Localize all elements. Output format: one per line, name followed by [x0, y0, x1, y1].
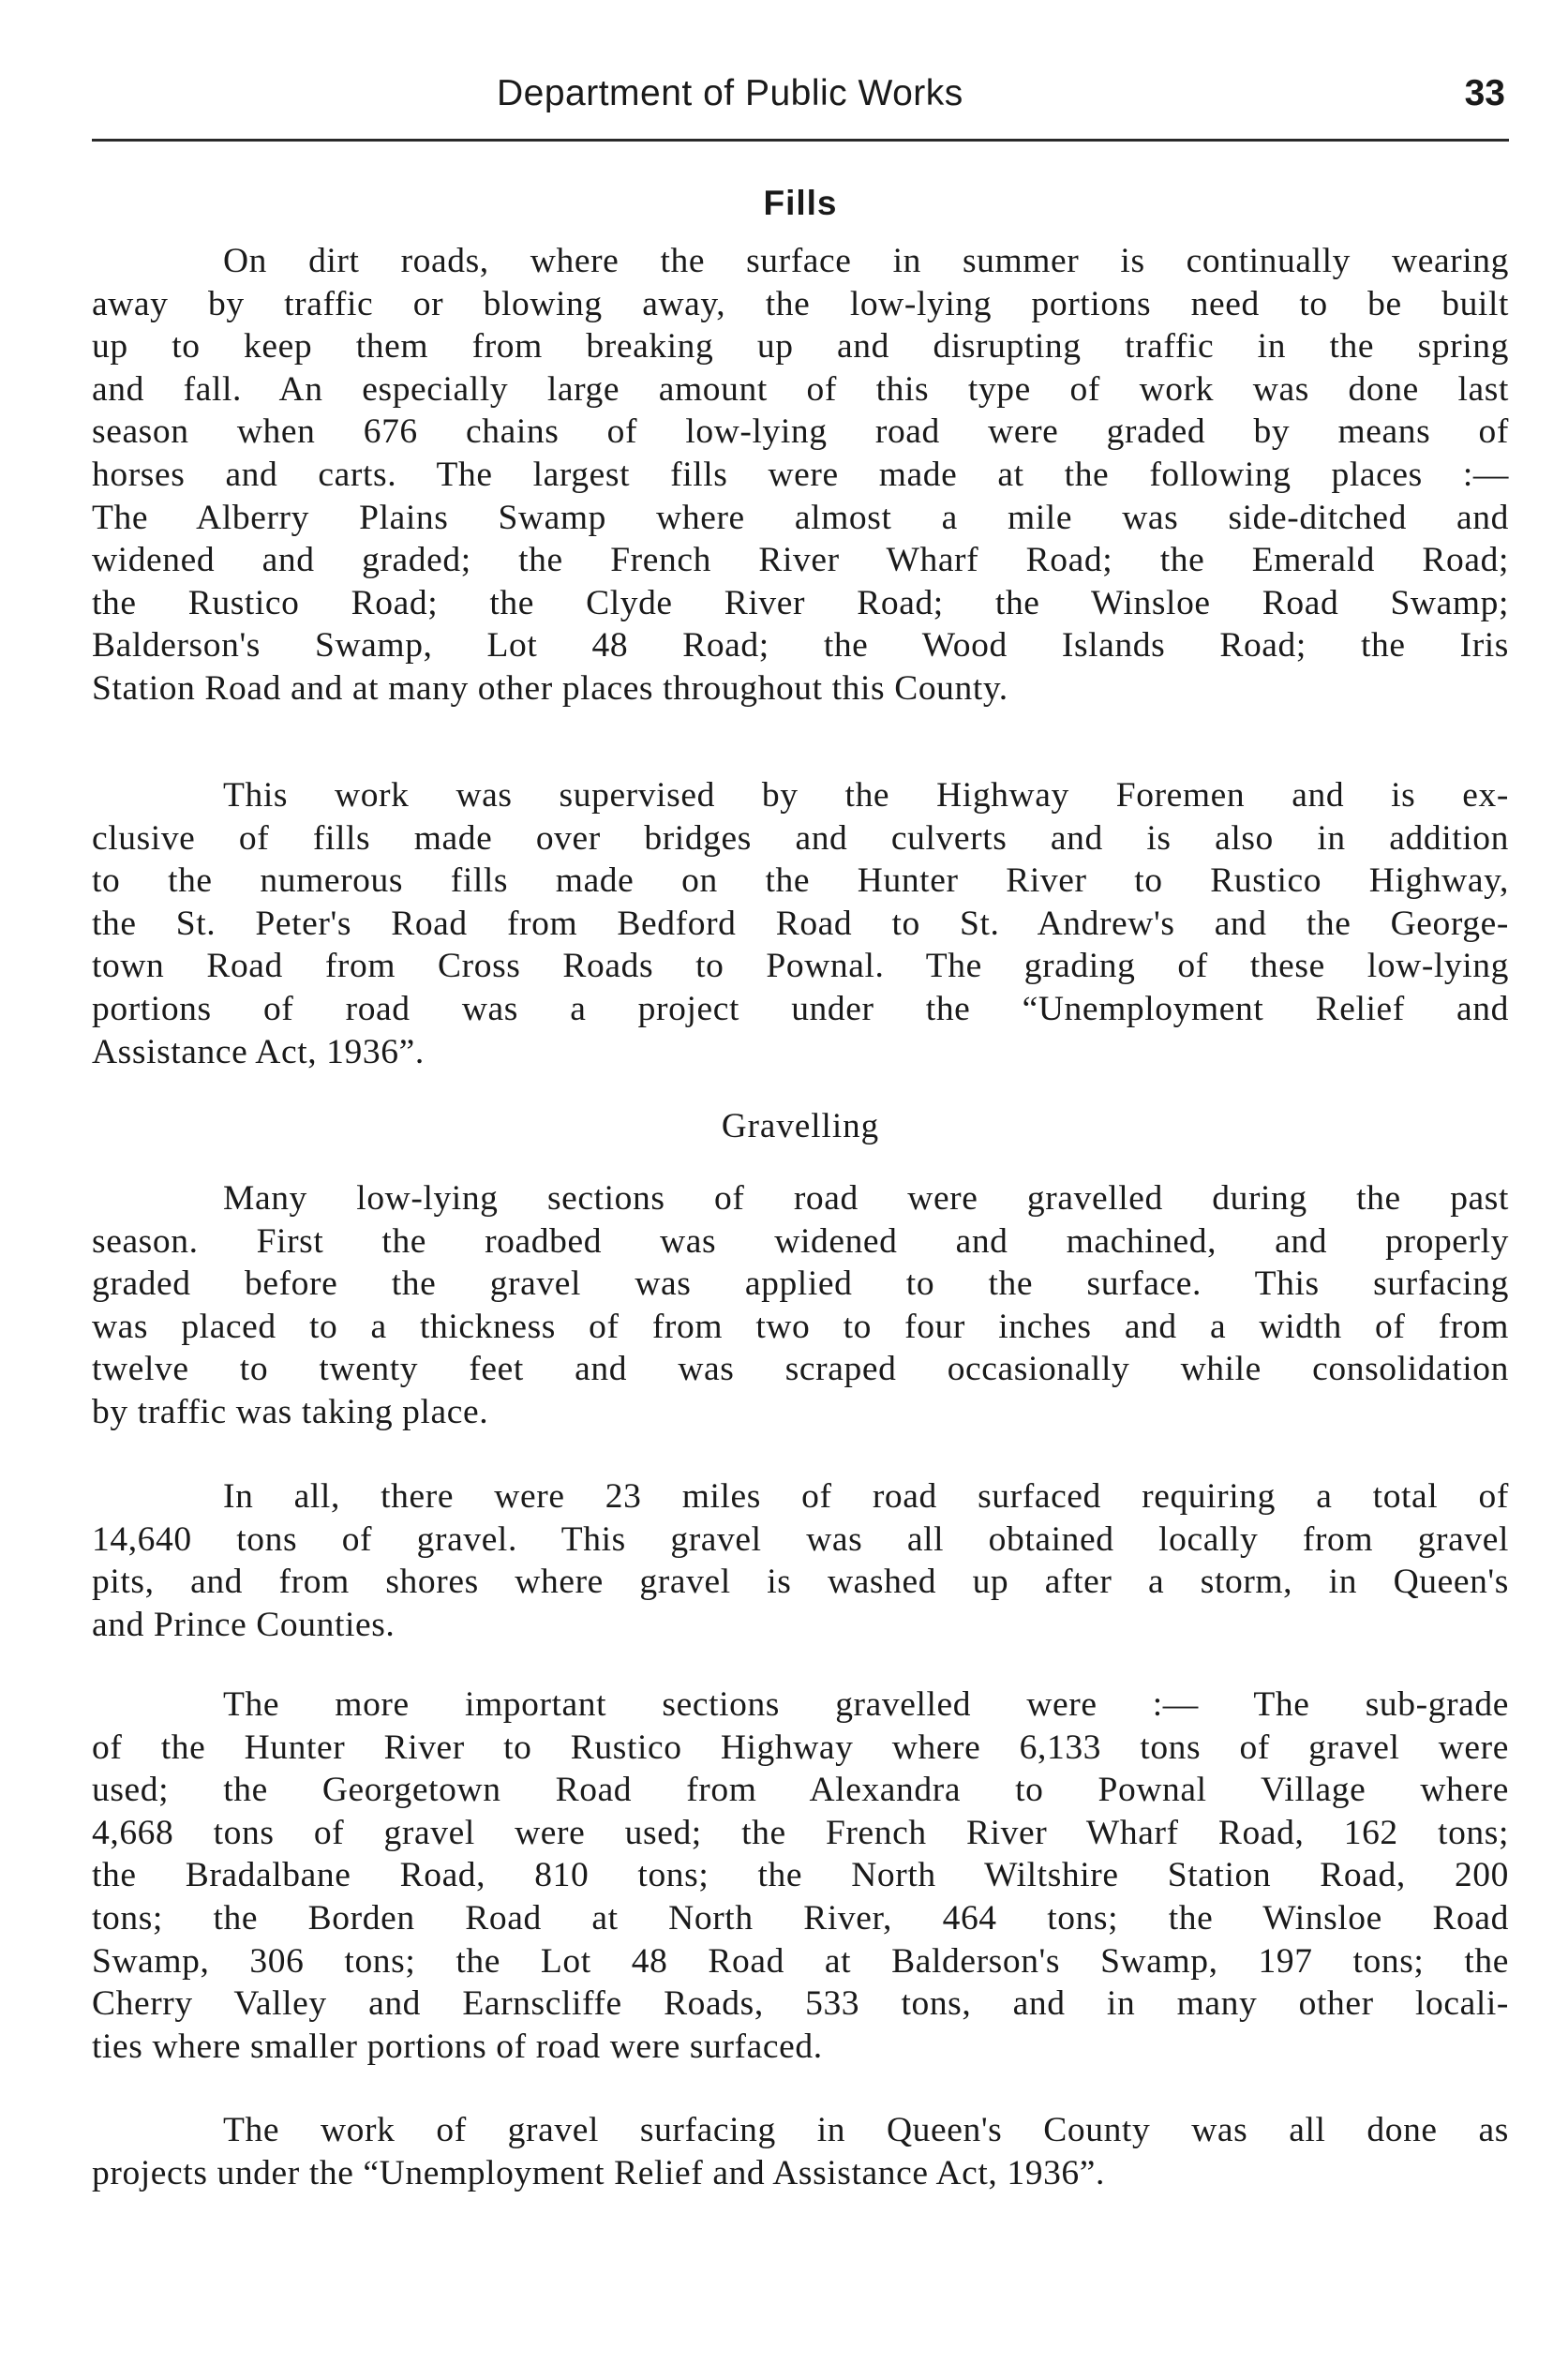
paragraph-body [92, 1177, 1509, 1434]
header-rule [92, 139, 1509, 142]
paragraph-body [92, 774, 1509, 1073]
text-line: The work of gravel surfacing in Queen's County was all done as [223, 2111, 1509, 2149]
text-line: of the Hunter River to Rustico Highway where 6,133 tons of gravel were [92, 1728, 1509, 1767]
text-line: Balderson's Swamp, Lot 48 Road; the Wood Islands Road; the Iris [92, 626, 1509, 666]
paragraph [92, 240, 1509, 711]
text-line: ties where smaller portions of road were surfaced. [92, 2027, 823, 2066]
text-line: graded before the gravel was applied to the surface. This surfacing [92, 1264, 1509, 1304]
paragraph [92, 774, 1509, 1073]
paragraph [92, 2109, 1509, 2194]
text-line: Many low-lying sections of road were gravelled during the past [223, 1179, 1509, 1218]
text-line: and fall. An especially large amount of this type of work was done last [92, 369, 1509, 409]
section-gravelling [92, 1106, 1509, 1146]
text-line: 4,668 tons of gravel were used; the French River Wharf Road, 162 tons; [92, 1813, 1509, 1852]
text-line: This work was supervised by the Highway Foremen and is ex- [223, 776, 1509, 815]
paragraph [92, 1683, 1509, 2068]
paragraph-body [92, 1475, 1509, 1646]
page-number: 33 [1464, 73, 1505, 113]
text-line: 14,640 tons of gravel. This gravel was all obtained locally from gravel [92, 1519, 1509, 1559]
text-line: On dirt roads, where the surface in summer is continually wearing [223, 242, 1509, 280]
text-line: to the numerous fills made on the Hunter River to Rustico Highway, [92, 861, 1509, 901]
text-line: the Bradalbane Road, 810 tons; the North Wiltshire Station Road, 200 [92, 1856, 1509, 1895]
paragraph-body [92, 2109, 1509, 2194]
text-line: The more important sections gravelled were :— The sub-grade [223, 1685, 1509, 1724]
text-line: In all, there were 23 miles of road surfaced requiring a total of [223, 1477, 1509, 1516]
text-line: horses and carts. The largest fills were made at the following places :— [92, 455, 1509, 494]
paragraph [92, 1177, 1509, 1434]
text-line: Station Road and at many other places throughout this County. [92, 668, 1008, 708]
text-line: the St. Peter's Road from Bedford Road to St. Andrew's and the George- [92, 904, 1509, 943]
text-line: used; the Georgetown Road from Alexandra to Pownal Village where [92, 1771, 1509, 1810]
text-line: clusive of fills made over bridges and culverts and is also in addition [92, 818, 1509, 858]
text-line: projects under the “Unemployment Relief and Assistance Act, 1936”. [92, 2153, 1105, 2192]
text-line: The Alberry Plains Swamp where almost a mile was side-ditched and [92, 498, 1509, 537]
paragraph-body [92, 240, 1509, 711]
text-line: portions of road was a project under the “Unemployment Relief and [92, 989, 1509, 1028]
text-line: pits, and from shores where gravel is washed up after a storm, in Queen's [92, 1563, 1509, 1602]
text-line: twelve to twenty feet and was scraped occasionally while consolidation [92, 1350, 1509, 1389]
text-line: Cherry Valley and Earnscliffe Roads, 533 tons, and in many other locali- [92, 1984, 1509, 2024]
section-heading: Fills [763, 184, 838, 222]
section-heading: Gravelling [721, 1107, 880, 1145]
text-line: was placed to a thickness of from two to four inches and a width of from [92, 1307, 1509, 1346]
text-line: Swamp, 306 tons; the Lot 48 Road at Balderson's Swamp, 197 tons; the [92, 1941, 1509, 1981]
text-line: by traffic was taking place. [92, 1392, 489, 1431]
text-line: Assistance Act, 1936”. [92, 1032, 425, 1071]
text-line: up to keep them from breaking up and disrupting traffic in the spring [92, 327, 1509, 367]
paragraph-body [92, 1683, 1509, 2068]
header-title: Department of Public Works [497, 73, 963, 113]
text-line: town Road from Cross Roads to Pownal. The grading of these low-lying [92, 947, 1509, 986]
text-line: tons; the Borden Road at North River, 464 tons; the Winsloe Road [92, 1898, 1509, 1938]
text-line: season when 676 chains of low-lying road were graded by means of [92, 412, 1509, 452]
text-line: and Prince Counties. [92, 1605, 396, 1644]
text-line: the Rustico Road; the Clyde River Road; the Winsloe Road Swamp; [92, 583, 1509, 622]
running-header [92, 73, 1509, 129]
text-line: widened and graded; the French River Wharf Road; the Emerald Road; [92, 541, 1509, 580]
section-fills [92, 184, 1509, 223]
paragraph [92, 1475, 1509, 1646]
text-line: season. First the roadbed was widened and machined, and properly [92, 1221, 1509, 1261]
text-line: away by traffic or blowing away, the low-lying portions need to be built [92, 284, 1509, 323]
